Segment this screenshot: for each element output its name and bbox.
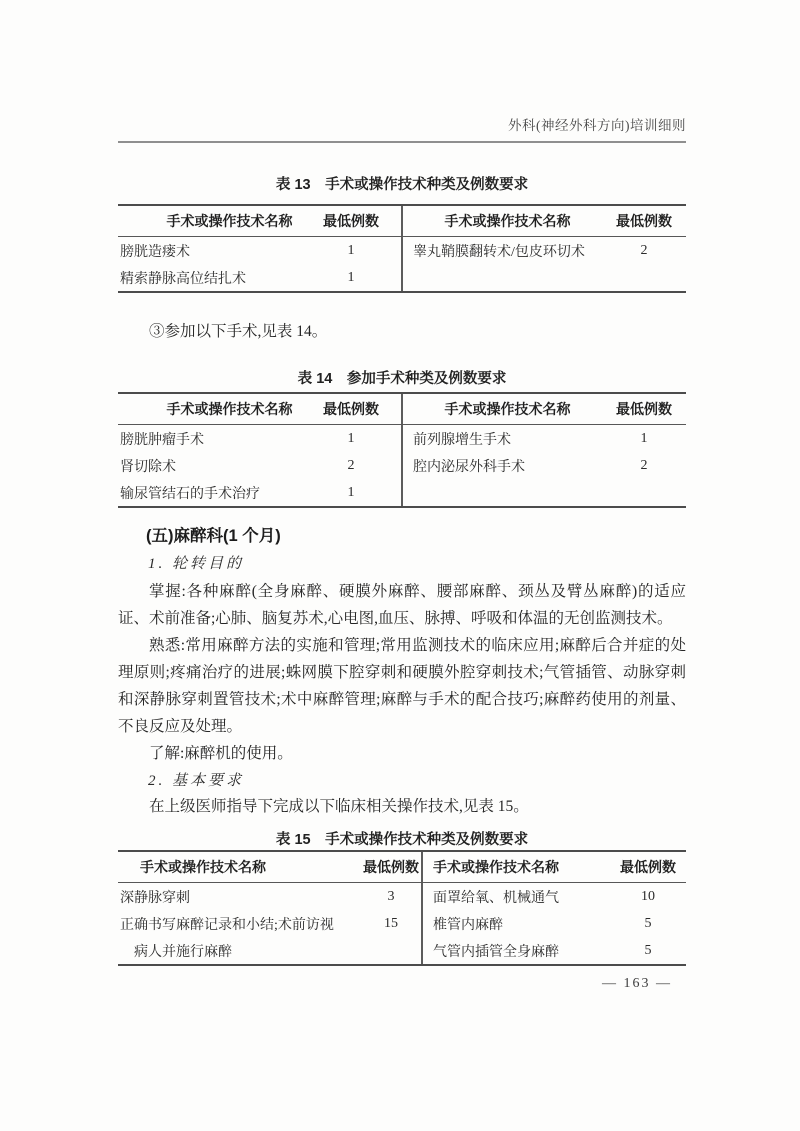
cell-min-cases: 10 (641, 888, 655, 904)
cell-min-cases: 15 (384, 915, 398, 931)
cell-procedure-name: 精索静脉高位结扎术 (120, 271, 246, 287)
column-header-name: 手术或操作技术名称 (166, 213, 293, 229)
cell-procedure-name: 睾丸鞘膜翻转术/包皮环切术 (413, 244, 585, 260)
column-header-min-cases: 最低例数 (616, 213, 672, 229)
cell-procedure-name: 椎管内麻醉 (433, 917, 503, 933)
cell-procedure-name: 腔内泌尿外科手术 (413, 459, 525, 475)
column-header-name: 手术或操作技术名称 (166, 401, 293, 417)
cell-min-cases: 5 (644, 915, 652, 931)
cell-procedure-name: 面罩给氧、机械通气 (433, 890, 559, 906)
table-14 (118, 392, 686, 508)
subsection-basic-requirements: 2. 基本要求 (148, 773, 245, 789)
paragraph-grasp: 掌握:各种麻醉(全身麻醉、硬膜外麻醉、腰部麻醉、颈丛及臂丛麻醉)的适应证、术前准备;心肺、脑复苏术,心电图,血压、脉搏、呼吸和体温的无创监测技术。 (118, 583, 686, 627)
cell-procedure-name: 气管内插管全身麻醉 (433, 944, 559, 960)
cell-min-cases: 2 (347, 457, 355, 473)
column-header-name: 手术或操作技术名称 (444, 213, 571, 229)
column-header-name: 手术或操作技术名称 (444, 401, 571, 417)
cell-procedure-name: 正确书写麻醉记录和小结;术前访视 (120, 917, 334, 933)
cell-min-cases: 1 (347, 484, 355, 500)
table-13 (118, 204, 686, 293)
column-header-min-cases: 最低例数 (616, 401, 672, 417)
cell-min-cases: 1 (347, 430, 355, 446)
column-header-min-cases: 最低例数 (363, 859, 419, 875)
table-15 (118, 850, 686, 966)
cell-min-cases: 2 (640, 457, 648, 473)
paragraph-know: 了解:麻醉机的使用。 (149, 745, 293, 762)
paragraph-familiar: 熟悉:常用麻醉方法的实施和管理;常用监测技术的临床应用;麻醉后合并症的处理原则;疼痛治疗的进展;蛛网膜下腔穿刺和硬膜外腔穿刺技术;气管插管、动脉穿刺和深静脉穿刺置管技术;术中麻醉管理;麻醉与手术的配合技巧;麻醉药使用的剂量、不良反应及处理。 (118, 637, 686, 735)
cell-procedure-name: 膀胱肿瘤手术 (120, 432, 204, 448)
cell-min-cases: 1 (640, 430, 648, 446)
page-number: — 163 — (602, 976, 672, 991)
cell-procedure-name-continuation: 病人并施行麻醉 (120, 944, 232, 960)
table-14-title: 表 14 参加手术种类及例数要求 (297, 371, 507, 387)
table-13-header-row (118, 206, 686, 237)
paragraph-requirement: 在上级医师指导下完成以下临床相关操作技术,见表 15。 (149, 798, 529, 815)
table-15-header-row (118, 852, 686, 883)
table-row (118, 237, 686, 264)
table-15-title: 表 15 手术或操作技术种类及例数要求 (275, 832, 529, 848)
column-header-min-cases: 最低例数 (323, 213, 379, 229)
running-head: 外科(神经外科方向)培训细则 (118, 117, 686, 143)
column-header-min-cases: 最低例数 (323, 401, 379, 417)
page-content (118, 0, 686, 966)
table-row (118, 264, 686, 291)
section-heading-anesthesiology: (五)麻醉科(1 个月) (146, 527, 281, 545)
cell-min-cases: 5 (644, 942, 652, 958)
table-row (118, 452, 686, 479)
table-13-header-left (118, 206, 403, 236)
table-row (118, 937, 686, 964)
cell-procedure-name: 深静脉穿刺 (120, 890, 190, 906)
column-header-name: 手术或操作技术名称 (140, 859, 266, 875)
cell-min-cases: 1 (347, 242, 355, 258)
table-row (118, 425, 686, 452)
column-header-min-cases: 最低例数 (620, 859, 676, 875)
cell-procedure-name: 前列腺增生手术 (413, 432, 511, 448)
table-row (118, 883, 686, 910)
cell-procedure-name: 膀胱造瘘术 (120, 244, 190, 260)
table-row (118, 910, 686, 937)
cell-min-cases: 2 (640, 242, 648, 258)
cell-min-cases: 3 (387, 888, 395, 904)
column-header-name: 手术或操作技术名称 (433, 859, 559, 875)
cell-min-cases: 1 (347, 269, 355, 285)
table-13-title: 表 13 手术或操作技术种类及例数要求 (275, 177, 529, 193)
subsection-rotation-purpose: 1. 轮转目的 (148, 556, 245, 572)
table-13-header-right (403, 206, 686, 236)
table-14-header-row (118, 394, 686, 425)
cell-procedure-name: 输尿管结石的手术治疗 (120, 486, 260, 502)
table-row (118, 479, 686, 506)
paragraph-item3: ③参加以下手术,见表 14。 (149, 323, 328, 340)
cell-procedure-name: 肾切除术 (120, 459, 176, 475)
